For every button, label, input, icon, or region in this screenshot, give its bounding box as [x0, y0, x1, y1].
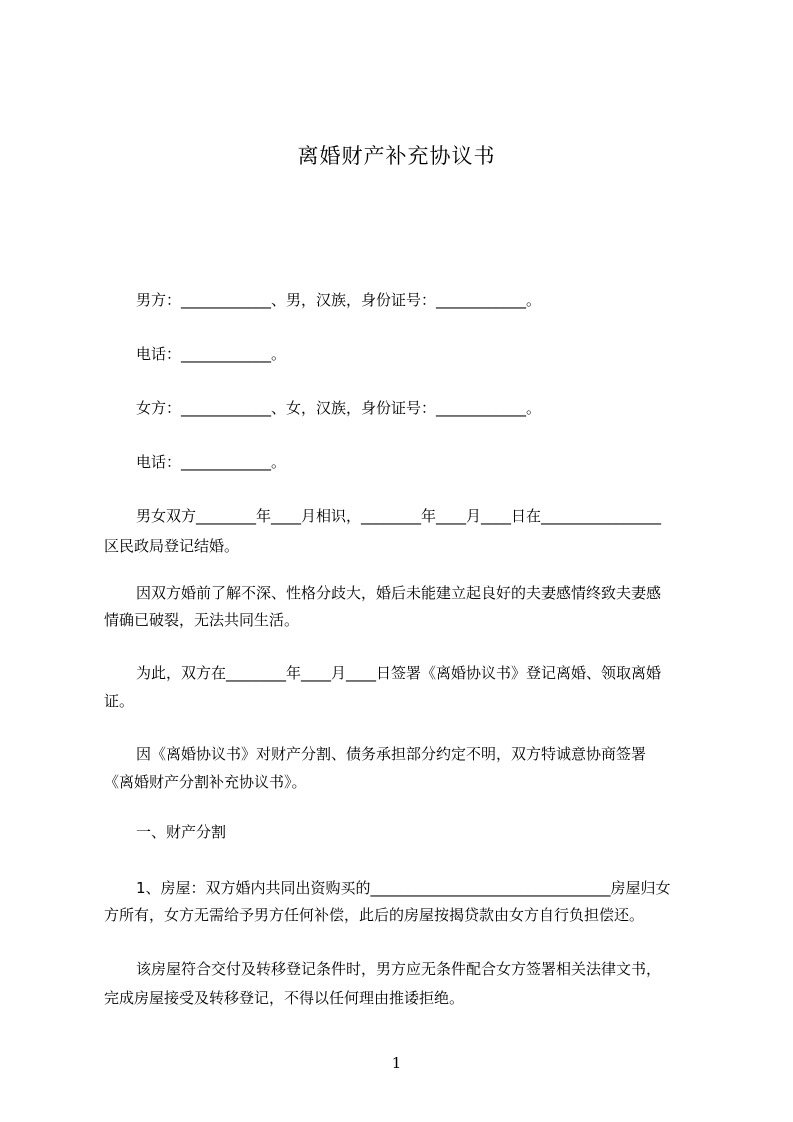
female-info-line: 女方：____________、女，汉族，身份证号：____________。	[136, 399, 542, 417]
transfer-paragraph-line: 该房屋符合交付及转移登记条件时，男方应无条件配合女方签署相关法律文书，	[136, 960, 662, 978]
reason-paragraph-line: 因双方婚前了解不深、性格分歧大，婚后未能建立起良好的夫妻感情终致夫妻感	[136, 584, 662, 602]
house-paragraph-line: 方所有，女方无需给予男方任何补偿，此后的房屋按揭贷款由女方自行负担偿还。	[104, 906, 645, 924]
marriage-paragraph-line: 男女双方________年____月相识，________年____月____日在________________	[136, 507, 662, 525]
marriage-paragraph-line: 区民政局登记结婚。	[104, 537, 240, 555]
purpose-paragraph-line: 《离婚财产分割补充协议书》。	[104, 773, 307, 791]
reason-paragraph-line: 情确已破裂，无法共同生活。	[104, 611, 300, 629]
female-phone-line: 电话：____________。	[136, 453, 287, 471]
transfer-paragraph-line: 完成房屋接受及转移登记，不得以任何理由推诿拒绝。	[104, 989, 465, 1007]
male-info-line: 男方：____________、男，汉族，身份证号：____________。	[136, 291, 542, 309]
page-number: 1	[391, 1054, 402, 1072]
male-phone-line: 电话：____________。	[136, 345, 287, 363]
house-paragraph-line: 1、房屋：双方婚内共同出资购买的________________________________房屋归女	[136, 879, 671, 897]
document-title: 离婚财产补充协议书	[297, 144, 496, 168]
divorce-paragraph-line: 为此，双方在________年____月____日签署《离婚协议书》登记离婚、领取离婚	[136, 664, 662, 682]
divorce-paragraph-line: 证。	[104, 692, 135, 710]
section-heading: 一、财产分割	[136, 823, 227, 841]
purpose-paragraph-line: 因《离婚协议书》对财产分割、债务承担部分约定不明，双方特诚意协商签署	[136, 745, 647, 763]
